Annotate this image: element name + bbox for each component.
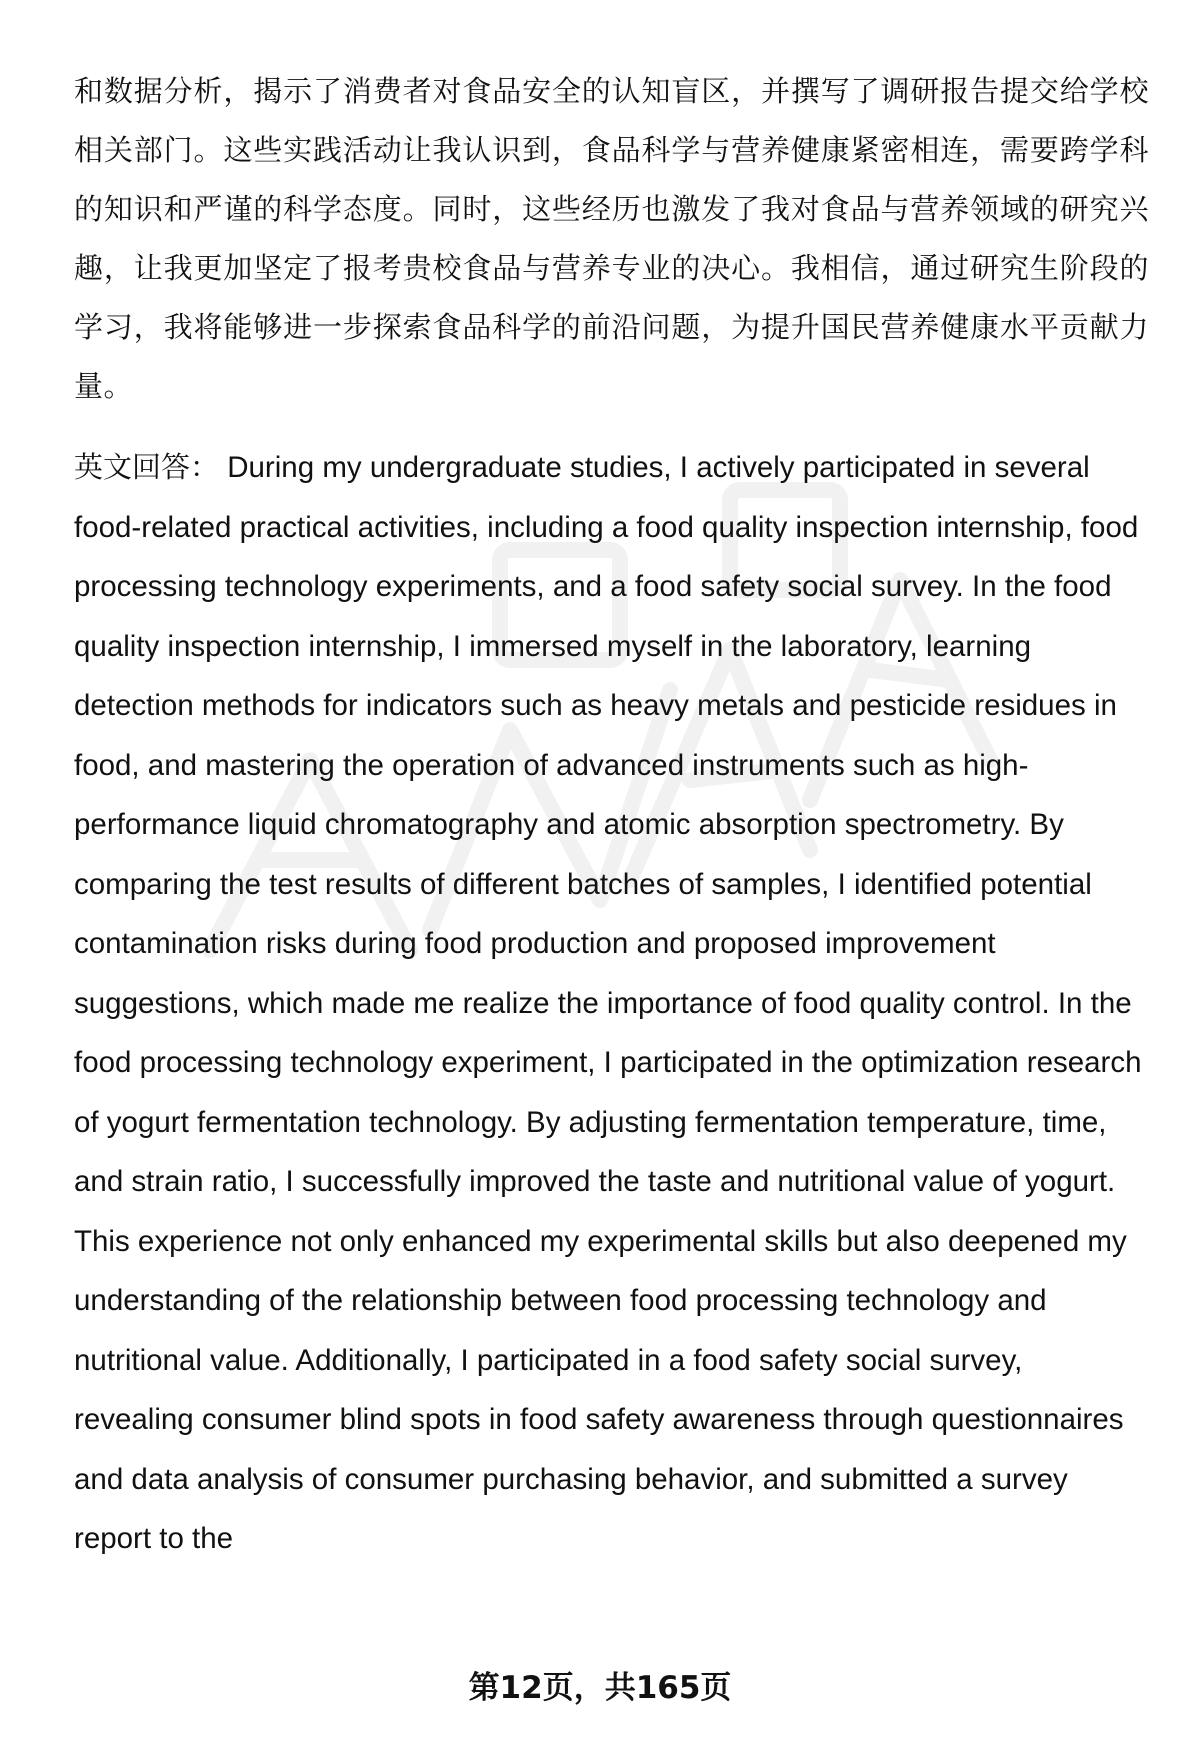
english-answer-label: 英文回答： [74, 450, 220, 484]
page-indicator: 第12页，共165页 [468, 1670, 732, 1706]
chinese-paragraph: 和数据分析，揭示了消费者对食品安全的认知盲区，并撰写了调研报告提交给学校相关部门。这些实践活动让我认识到，食品科学与营养健康紧密相连，需要跨学科的知识和严谨的科学态度。同时，这些经历也激发了我对食品与营养领域的研究兴趣，让我更加坚定了报考贵校食品与营养专业的决心。我相信，通过研究生阶段的学习，我将能够进一步探索食品科学的前沿问题，为提升国民营养健康水平贡献力量。 [74, 74, 1149, 403]
english-answer-paragraph [74, 438, 1149, 1569]
english-answer-text: During my undergraduate studies, I actively participated in several food-related practical activities, including a food quality inspection internship, food processing technology experiments, and a food safety social survey. In the food quality inspection internship, I immersed myself in the laboratory, learning detection methods for indicators such as heavy metals and pesticide residues in food, and mastering the operation of advanced instruments such as high-performance liquid chromatography and atomic absorption spectrometry. By comparing the test results of different batches of samples, I identified potential contamination risks during food production and proposed improvement suggestions, which made me realize the importance of food quality control. In the food processing technology experiment, I participated in the optimization research of yogurt fermentation technology. By adjusting fermentation temperature, time, and strain ratio, I successfully improved the taste and nutritional value of yogurt. This experience not only enhanced my experimental skills but also deepened my understanding of the relationship between food processing technology and nutritional value. Additionally, I participated in a food safety social survey, revealing consumer blind spots in food safety awareness through questionnaires and data analysis of consumer purchasing behavior, and submitted a survey report to the [74, 451, 1142, 1555]
document-body [74, 62, 1149, 1569]
